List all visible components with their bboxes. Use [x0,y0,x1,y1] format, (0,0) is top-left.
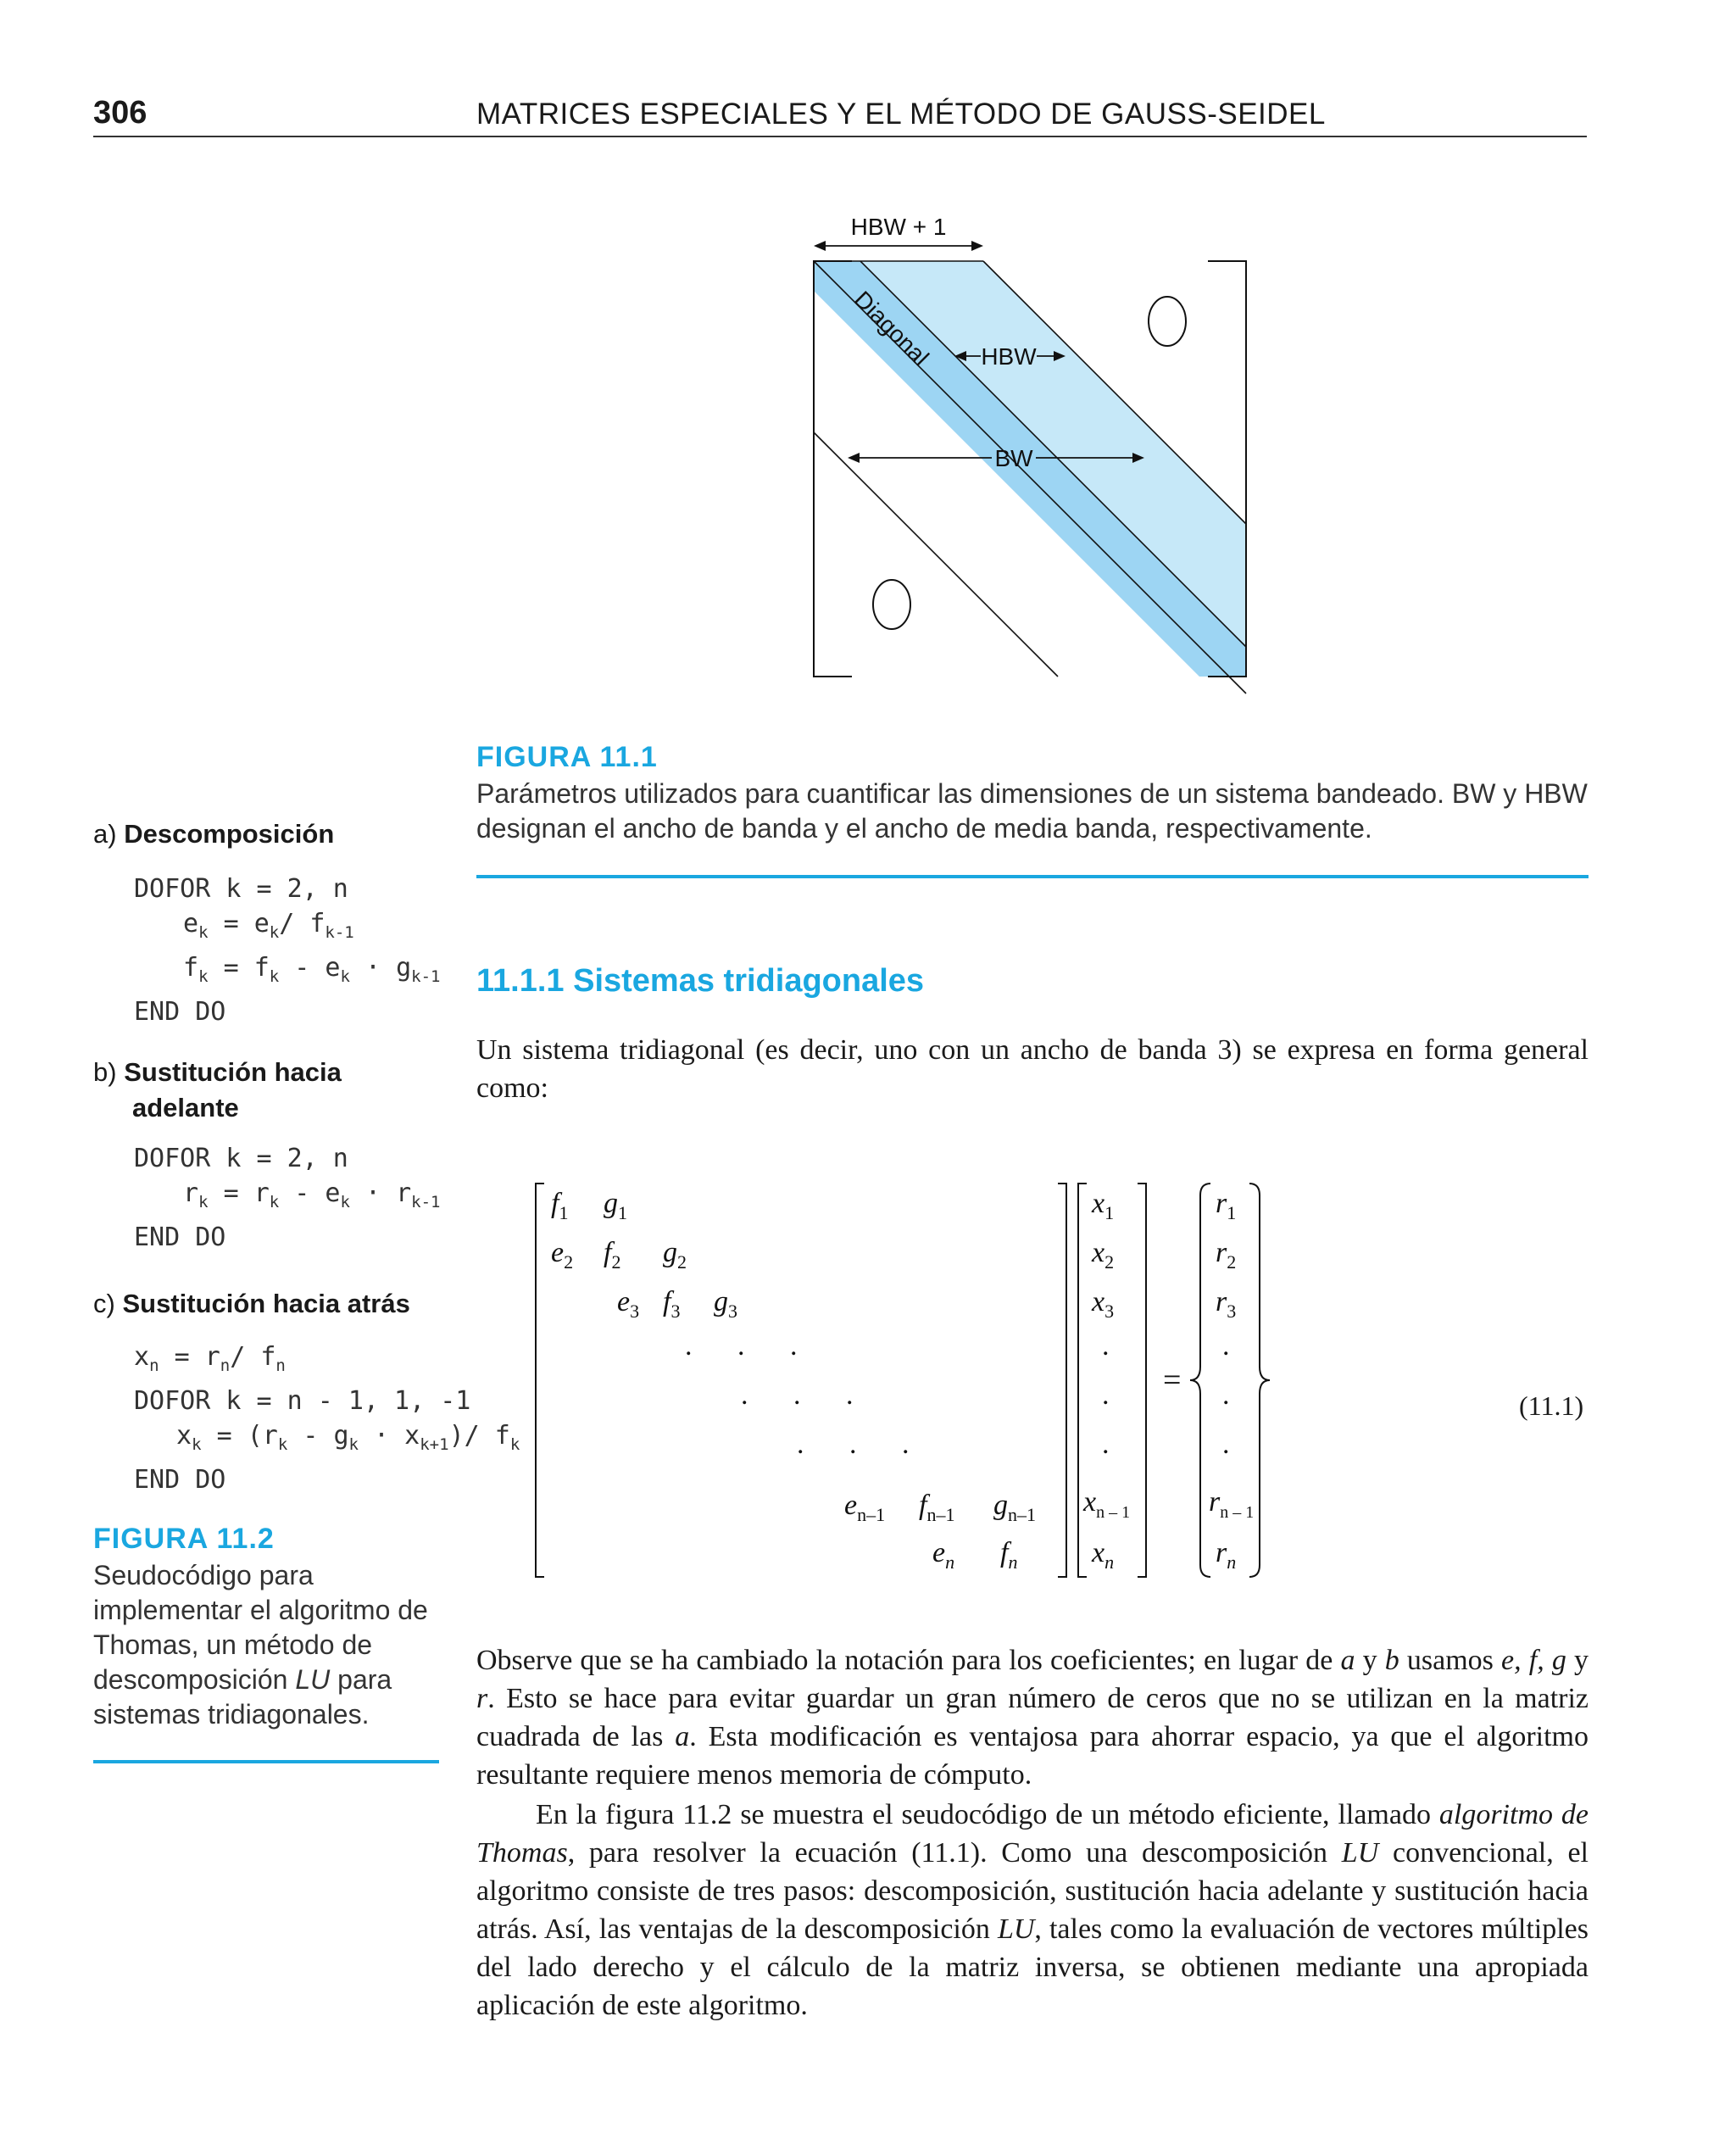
running-head: MATRICES ESPECIALES Y EL MÉTODO DE GAUSS-SEIDEL [476,97,1326,131]
text: Seudocódigo para implementar el algoritmo de Thomas, un método de descomposición [93,1560,428,1695]
text: convencional, el algoritmo consiste de tres pasos: descomposición, sustitución hacia adelante y sustitución hacia atrás. Así, las ventajas de la descomposición [476,1837,1589,1945]
text: En la figura 11.2 se muestra el seudocódigo de un método eficiente, llamado [536,1799,1439,1830]
figure-11-2-label: FIGURA 11.2 [93,1523,275,1555]
dot: . [741,1379,748,1411]
matrix-right-bracket [1058,1184,1066,1577]
svg-text:rn [1216,1537,1236,1573]
r-n-sub: n [1227,1551,1237,1573]
m-f1: f [551,1188,559,1219]
text: y [1566,1645,1589,1676]
text: para sistemas tridiagonales. [93,1664,392,1729]
m-f2: f [604,1237,612,1268]
dot: . [849,1429,857,1460]
section-title: 11.1.1 Sistemas tridiagonales [476,963,925,999]
m-g1-sub: 1 [618,1202,627,1223]
r-n: r [1216,1537,1227,1568]
svg-text:f1 [551,1188,568,1223]
equals-sign: = [1163,1362,1182,1398]
r-1: r [1216,1188,1227,1219]
hbw-plus-1-label: HBW + 1 [850,214,947,240]
text: , para resolver la ecuación (11.1). Como una descomposición [567,1837,1342,1869]
m-f3: f [663,1286,671,1317]
r-n1: r [1209,1486,1221,1518]
var-a: a [1340,1645,1355,1676]
page-number: 306 [93,95,147,131]
m-e2: e [551,1237,565,1268]
step-a-code [134,872,441,1029]
svg-text:r2 [1216,1237,1236,1273]
svg-text:en–1 [844,1490,885,1525]
svg-text:f2 [604,1237,620,1273]
x-2-sub: 2 [1104,1251,1115,1273]
m-g1: g [604,1188,618,1219]
code-line: $e_k = e_k/$ $f_{k-1}$ [183,909,354,942]
text: Observe que se ha cambiado la notación para los coeficientes; en lugar de [476,1645,1341,1676]
svg-text:e2 [551,1237,573,1273]
dot: . [1102,1379,1110,1411]
svg-text:rn – 1 [1209,1486,1254,1522]
m-f2-sub: 2 [611,1251,621,1273]
m-g2-sub: 2 [677,1251,687,1273]
code-line: $x_k = (r_k - g_k \cdot x_{k+1})/$ $f_k$ [176,1421,520,1454]
code-line: END DO [134,1465,226,1495]
step-letter: a) [93,819,117,849]
dot: . [790,1330,798,1362]
code-line: DOFOR k = 2, n [134,1144,348,1173]
intro-paragraph: Un sistema tridiagonal (es decir, uno con un ancho de banda 3) se expresa en forma general como: [476,1034,1589,1104]
text: . Esto se hace para evitar guardar un gran número de ceros que no se utilizan en la matriz cuadrada de las [476,1683,1589,1752]
var-a: a [675,1721,690,1752]
m-en: e [932,1537,946,1568]
dot: . [1222,1429,1230,1460]
code-line: $f_k = f_k - e_k \cdot g_{k-1}$ [183,953,441,986]
svg-text:r3 [1216,1286,1236,1322]
equation-number: (11.1) [1519,1390,1584,1421]
r-n1-sub: n – 1 [1220,1503,1255,1522]
text: , tales como la evaluación de vectores múltiples del lado derecho y el cálculo de la matriz inversa, se obtienen mediante una apropiada aplicación de este algoritmo. [476,1913,1589,2021]
svg-text:x2 [1091,1237,1114,1273]
step-b-code [134,1141,441,1255]
m-e3-sub: 3 [630,1301,640,1322]
var-b: b [1384,1645,1399,1676]
code-line: $r_k = r_k - e_k \cdot r_{k-1}$ [183,1178,441,1211]
hbw-label: HBW [981,343,1037,370]
code-line: END DO [134,997,226,1027]
body-paragraph-2 [476,1796,1589,2025]
header-rule [93,136,1587,137]
term-lu: LU [1341,1837,1379,1869]
m-f3-sub: 3 [670,1301,681,1322]
dot: . [902,1429,910,1460]
m-en-sub: n [945,1551,955,1573]
step-b-heading [93,1055,342,1126]
m-g2: g [663,1237,677,1268]
term-lu: LU [295,1664,331,1695]
m-g3: g [714,1286,728,1317]
term-lu: LU [997,1913,1035,1945]
r-3-sub: 3 [1227,1301,1237,1322]
m-fn-sub: n [1008,1551,1018,1573]
bw-label: BW [994,445,1033,471]
dot: . [685,1330,693,1362]
svg-text:r1 [1216,1188,1236,1223]
x-n1: x [1083,1486,1097,1518]
code-line: DOFOR k = 2, n [134,874,348,904]
svg-text:x3 [1091,1286,1114,1322]
m-en1-sub: n–1 [857,1504,886,1525]
m-f1-sub: 1 [559,1202,569,1223]
dot: . [797,1429,804,1460]
figure-11-1-caption: Parámetros utilizados para cuantificar las dimensiones de un sistema bandeado. BW y HBW designan el ancho de banda y el ancho de media banda, respectivamente. [476,778,1588,844]
x-1: x [1092,1188,1105,1219]
term-thomas-algorithm: algoritmo de Thomas [476,1799,1589,1869]
step-letter: c) [93,1289,115,1318]
r-2: r [1216,1237,1227,1268]
r-3: r [1216,1286,1227,1317]
m-e2-sub: 2 [564,1251,574,1273]
svg-text:xn – 1 [1082,1486,1130,1522]
x-1-sub: 1 [1104,1202,1115,1223]
step-c-code [134,1340,520,1497]
code-line: DOFOR k = n - 1, 1, -1 [134,1386,471,1416]
dot: . [846,1379,854,1411]
x-3-sub: 3 [1104,1301,1115,1322]
var-efg: e, f, g [1501,1645,1566,1676]
dot: . [1222,1330,1230,1362]
x-n1-sub: n – 1 [1096,1503,1131,1522]
m-gn1-sub: n–1 [1008,1504,1036,1525]
left-bracket [814,261,852,677]
step-title: Sustitución hacia atrás [122,1289,410,1318]
x-outer-left-brace [1054,1184,1075,1577]
r-1-sub: 1 [1227,1202,1237,1223]
zero-circle-lower [873,580,910,629]
text: y [1355,1645,1385,1676]
zero-circle-upper [1149,297,1186,346]
x-right-bracket [1138,1184,1146,1577]
m-e3: e [617,1286,631,1317]
svg-text:fn [1000,1537,1017,1573]
m-fn1: f [919,1490,927,1521]
step-a-heading [93,819,334,849]
x-n: x [1092,1537,1105,1568]
dot: . [793,1379,801,1411]
x-left-bracket [1078,1184,1087,1577]
svg-text:x1 [1091,1188,1114,1223]
figure-11-1-rule [476,875,1589,878]
matrix-left-bracket [536,1184,544,1577]
x-n-sub: n [1104,1551,1115,1573]
code-line: $x_n = r_n/$ $f_n$ [134,1342,286,1375]
body-paragraph-1 [476,1641,1589,1794]
svg-text:f3 [663,1286,680,1322]
svg-text:fn–1 [919,1490,954,1525]
svg-text:g1 [604,1188,627,1223]
svg-text:en [932,1537,954,1573]
step-title: Sustitución hacia [124,1057,342,1087]
svg-text:g2 [663,1237,687,1273]
svg-text:gn–1 [993,1490,1036,1525]
svg-text:e3 [617,1286,639,1322]
m-fn1-sub: n–1 [926,1504,955,1525]
r-left-brace [1190,1184,1210,1577]
equation-11-1 [526,1178,1305,1585]
step-letter: b) [93,1057,117,1087]
step-title: Descomposición [124,819,335,849]
var-r: r [476,1683,488,1714]
step-title: adelante [132,1093,239,1122]
diagonal-label: Diagonal [849,286,934,371]
x-3: x [1092,1286,1105,1317]
svg-text:xn [1091,1537,1114,1573]
svg-text:g3 [714,1286,737,1322]
x-2: x [1092,1237,1105,1268]
r-2-sub: 2 [1227,1251,1237,1273]
dot: . [1102,1429,1110,1460]
m-en1: e [844,1490,858,1521]
m-gn1: g [993,1490,1008,1521]
step-c-heading [93,1289,410,1319]
m-g3-sub: 3 [728,1301,737,1322]
figure-11-2-rule [93,1760,439,1763]
dot: . [1222,1379,1230,1411]
code-line: END DO [134,1223,226,1252]
text: . Esta modificación es ventajosa para ahorrar espacio, ya que el algoritmo resultante requiere menos memoria de cómputo. [476,1721,1589,1791]
figure-11-2-caption [93,1558,449,1732]
text: usamos [1399,1645,1502,1676]
figure-11-1-label: FIGURA 11.1 [476,741,658,773]
dot: . [737,1330,745,1362]
figure-11-1-diagram [797,208,1271,695]
dot: . [1102,1330,1110,1362]
m-fn: f [1000,1537,1009,1568]
